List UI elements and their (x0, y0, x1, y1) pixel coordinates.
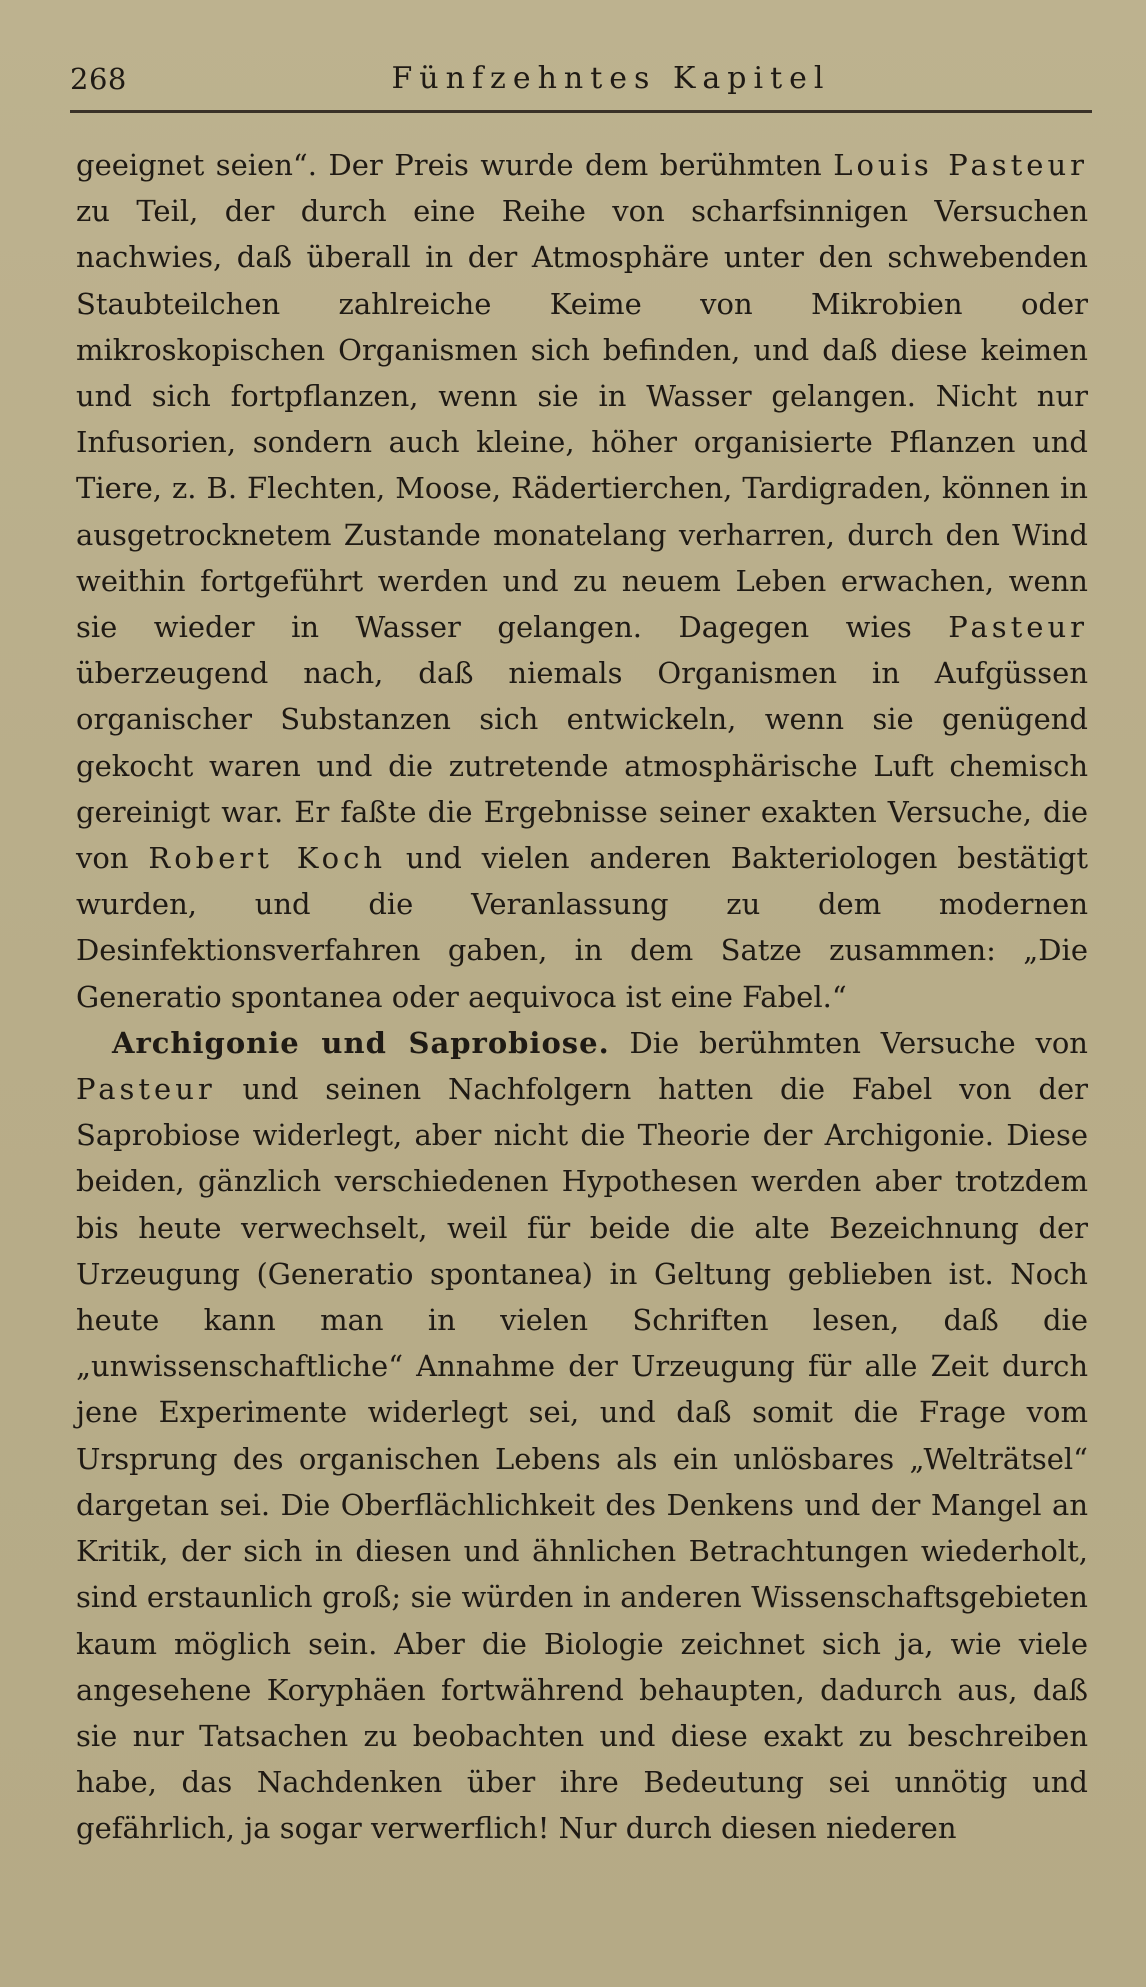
paragraph-1-text-b: überzeugend nach, daß niemals Organismen in Aufgüssen organischer Substanzen sich entwickeln, wenn sie genügend gekocht waren und die zutretende atmosphärische Luft chemisch gereinigt war. Er faßte die Ergebnisse seiner exakten Versuche, die von (76, 656, 1088, 876)
section-heading: Archigonie und Saprobiose. (112, 1025, 610, 1060)
paragraph-1 (76, 142, 1088, 1020)
name-robert-koch: Robert Koch (148, 841, 387, 876)
paragraph-1-text-c: und vielen anderen Bakteriologen bestätigt wurden, und die Veranlassung zu dem modernen Desinfektionsverfahren gaben, in dem Satze zusammen: „Die Generatio spontanea oder aequivoca ist eine Fabel.“ (76, 841, 1088, 1014)
paragraph-1-lead: geeignet seien“. Der Preis wurde dem berühmten (76, 148, 834, 182)
paragraph-1-text-a: zu Teil, der durch eine Reihe von scharfsinnigen Versuchen nachwies, daß überall in der Atmosphäre unter den schwebenden Staubteilchen zahlreiche Keime von Mikrobien oder mikroskopischen Organismen sich befinden, und daß diese keimen und sich fortpflanzen, wenn sie in Wasser gelangen. Nicht nur Infusorien, sondern auch kleine, höher organisierte Pflanzen und Tiere, z. B. Flechten, Moose, Rädertierchen, Tardigraden, können in ausgetrocknetem Zustande monatelang verharren, durch den Wind weithin fortgeführt werden und zu neuem Leben erwachen, wenn sie wieder in Wasser gelangen. Dagegen wies (76, 194, 1088, 645)
body-text (76, 142, 1088, 1852)
paragraph-2-text-b: und seinen Nachfolgern hatten die Fabel von der Saprobiose widerlegt, aber nicht die Theorie der Archigonie. Diese beiden, gänzlich verschiedenen Hypothesen werden aber trotzdem bis heute verwechselt, weil für beide die alte Bezeichnung der Urzeugung (Generatio spontanea) in Geltung geblieben ist. Noch heute kann man in vielen Schriften lesen, daß die „unwissenschaftliche“ Annahme der Urzeugung für alle Zeit durch jene Experimente widerlegt sei, und daß somit die Frage vom Ursprung des organischen Lebens als ein unlösbares „Welträtsel“ dargetan sei. Die Oberflächlichkeit des Denkens und der Mangel an Kritik, der sich in diesen und ähnlichen Betrachtungen wiederholt, sind erstaunlich groß; sie würden in anderen Wissenschaftsgebieten kaum möglich sein. Aber die Biologie zeichnet sich ja, wie viele angesehene Koryphäen fortwährend behaupten, dadurch aus, daß sie nur Tatsachen zu beobachten und diese exakt zu beschreiben habe, das Nachdenken über ihre Bedeutung sei unnötig und gefährlich, ja sogar verwerflich! Nur durch diesen niederen (76, 1072, 1088, 1846)
running-title: Fünfzehntes Kapitel (391, 61, 831, 96)
page-header (70, 56, 1092, 102)
paragraph-2-text-a: Die berühmten Versuche von (609, 1025, 1088, 1060)
paragraph-2 (76, 1020, 1088, 1852)
name-pasteur-2: Pasteur (76, 1072, 216, 1107)
header-rule (70, 110, 1092, 113)
page-number: 268 (70, 62, 127, 96)
name-louis-pasteur: Louis Pasteur (833, 148, 1088, 182)
name-pasteur: Pasteur (948, 610, 1088, 645)
